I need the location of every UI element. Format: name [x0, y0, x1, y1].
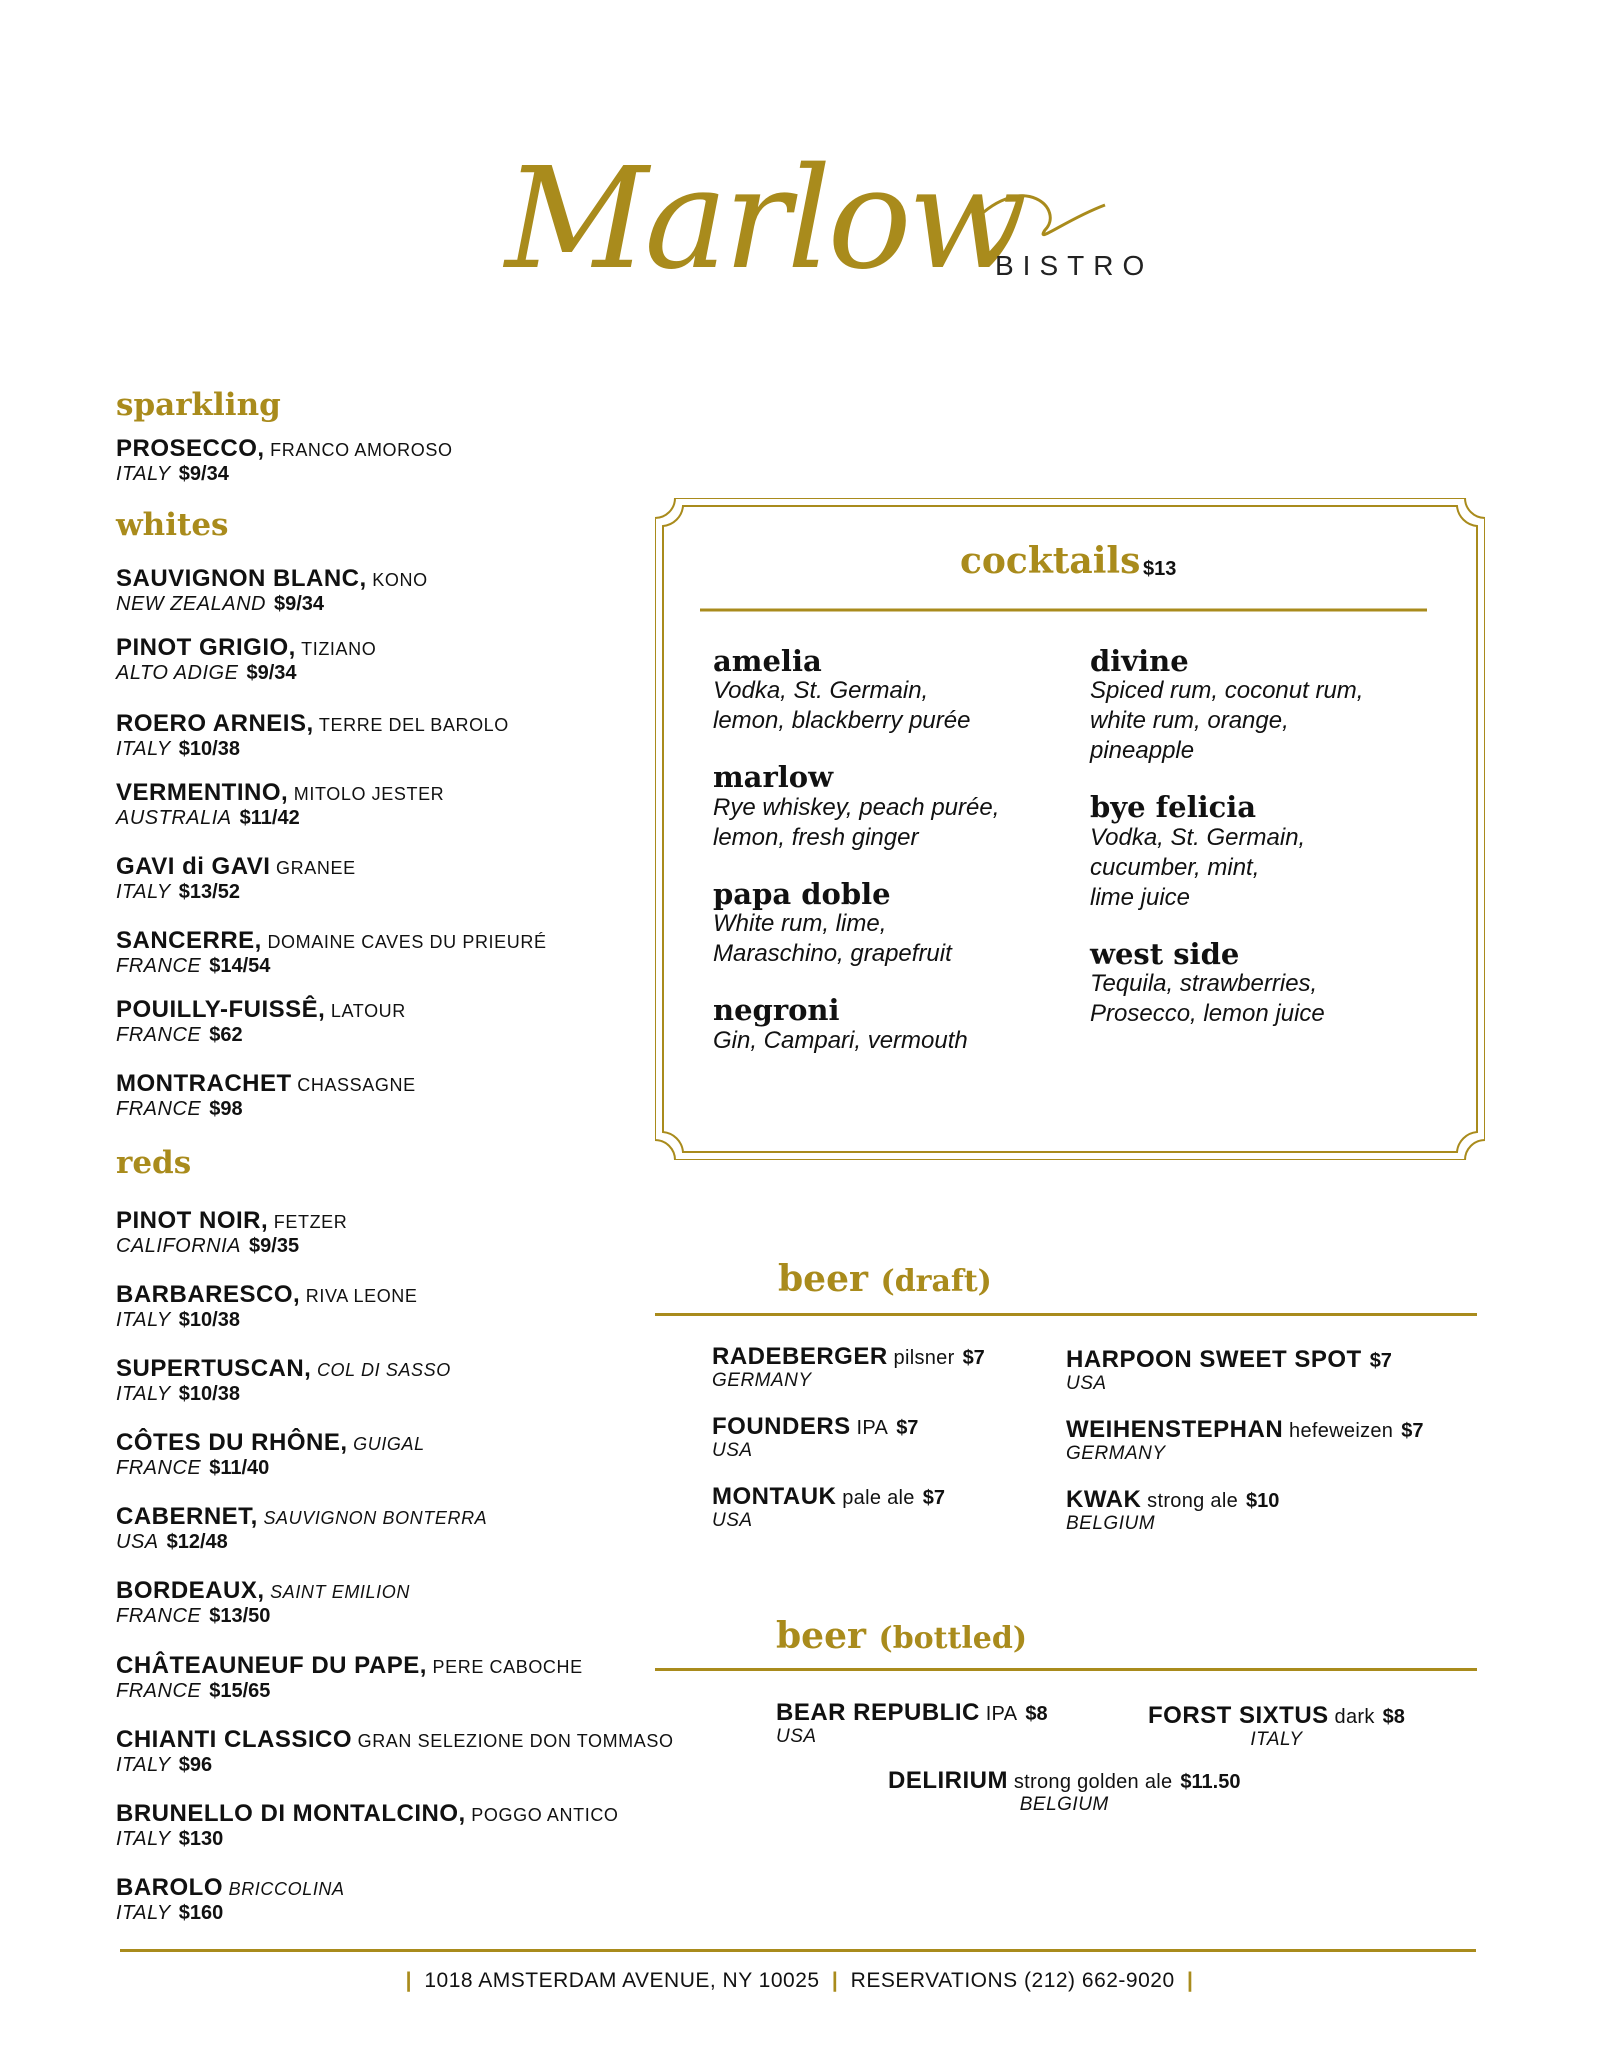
beer-item: [712, 1344, 985, 1393]
cocktail-name: amelia: [713, 644, 822, 678]
beer-price: $8: [1382, 1706, 1405, 1728]
wine-producer: POGGO ANTICO: [465, 1805, 619, 1825]
wine-price: $9/34: [178, 462, 229, 485]
wine-item: [116, 1874, 345, 1925]
wine-item: [116, 1652, 583, 1703]
beer-name-line: [888, 1768, 1240, 1794]
wine-name: ROERO ARNEIS,: [116, 710, 314, 737]
wine-item: [116, 435, 453, 486]
beer-name-line: [1148, 1703, 1405, 1729]
wine-producer: SAINT EMILION: [264, 1582, 410, 1602]
wine-item: [116, 1577, 410, 1628]
wine-price: $9/34: [246, 661, 297, 684]
wine-producer: TIZIANO: [295, 639, 377, 659]
wine-item: [116, 996, 406, 1047]
logo: [505, 138, 1205, 320]
wine-name: BAROLO: [116, 1874, 223, 1901]
wine-name-line: [116, 996, 406, 1024]
wine-name-line: [116, 927, 547, 955]
wine-region: ITALY: [116, 1753, 171, 1776]
wine-region: AUSTRALIA: [116, 806, 232, 829]
footer-address: 1018 AMSTERDAM AVENUE, NY 10025: [424, 1969, 820, 1992]
wine-name: CHIANTI CLASSICO: [116, 1726, 352, 1753]
cocktails-price: $13: [1143, 558, 1177, 580]
wine-name-line: [116, 1070, 416, 1098]
wine-name: POUILLY-FUISSÊ,: [116, 996, 326, 1023]
beer-name-line: [712, 1414, 918, 1440]
beer-bottled-subtitle: (bottled): [878, 1621, 1028, 1656]
wine-region: ITALY: [116, 1901, 171, 1924]
wine-name: CÔTES DU RHÔNE,: [116, 1429, 348, 1456]
beer-bottled-heading: [776, 1615, 1027, 1657]
wine-item: [116, 1726, 674, 1777]
beer-name-line: [1066, 1417, 1423, 1443]
wine-price: $96: [178, 1753, 213, 1776]
beer-item: [1148, 1703, 1405, 1752]
wine-name: SUPERTUSCAN,: [116, 1355, 312, 1382]
wine-price: $62: [209, 1023, 243, 1046]
wine-item: [116, 1070, 416, 1121]
wine-name: GAVI di GAVI: [116, 853, 271, 880]
wine-name: SAUVIGNON BLANC,: [116, 565, 367, 592]
cocktail-item: [713, 995, 1073, 1055]
wine-item: [116, 1207, 347, 1258]
wine-detail-line: [116, 955, 547, 978]
cocktail-description: Vodka, St. Germain,: [713, 677, 929, 705]
beer-style: pale ale: [836, 1487, 915, 1509]
cocktail-description: lime juice: [1090, 883, 1191, 911]
footer-separator: |: [405, 1969, 412, 1992]
beer-item: [1066, 1487, 1279, 1536]
wine-detail-line: [116, 1309, 418, 1332]
cocktail-description: Spiced rum, coconut rum,: [1090, 677, 1364, 705]
wine-producer: DOMAINE CAVES DU PRIEURÉ: [261, 932, 547, 952]
cocktail-item: [713, 876, 1073, 969]
beer-name: WEIHENSTEPHAN: [1066, 1416, 1284, 1443]
beer-item: [888, 1768, 1240, 1817]
wine-region: FRANCE: [116, 1097, 202, 1120]
beer-style: hefeweizen: [1283, 1420, 1394, 1442]
beer-style: strong golden ale: [1008, 1771, 1173, 1793]
wine-detail-line: [116, 1605, 410, 1628]
cocktail-description: lemon, blackberry purée: [713, 707, 971, 735]
wine-detail-line: [116, 807, 444, 830]
wine-price: $10/38: [178, 737, 240, 760]
beer-style: IPA: [979, 1703, 1018, 1725]
wine-name-line: [116, 710, 509, 738]
wine-detail-line: [116, 1235, 347, 1258]
beer-origin: BELGIUM: [1066, 1513, 1156, 1535]
wine-item: [116, 853, 356, 904]
beer-price: $8: [1025, 1703, 1048, 1725]
footer: [0, 1969, 1599, 1993]
wine-name: BARBARESCO,: [116, 1281, 301, 1308]
beer-price: $10: [1246, 1490, 1280, 1512]
wine-name: BRUNELLO DI MONTALCINO,: [116, 1800, 466, 1827]
wine-name-line: [116, 1800, 619, 1828]
beer-style: pilsner: [887, 1347, 955, 1369]
beer-name: KWAK: [1066, 1486, 1142, 1513]
wine-item: [116, 1355, 451, 1406]
beer-origin: USA: [712, 1510, 753, 1532]
wine-name-line: [116, 853, 356, 881]
beer-origin: USA: [1066, 1373, 1107, 1395]
wine-name: VERMENTINO,: [116, 779, 289, 806]
beer-origin: USA: [776, 1726, 817, 1748]
wine-region: FRANCE: [116, 1023, 202, 1046]
cocktails-left-column: [713, 646, 1073, 1082]
wine-region: USA: [116, 1530, 159, 1553]
beer-item: [1066, 1417, 1423, 1466]
wine-detail-line: [116, 1680, 583, 1703]
wine-name-line: [116, 1874, 345, 1902]
wine-region: NEW ZEALAND: [116, 592, 266, 615]
beer-origin: BELGIUM: [1019, 1794, 1109, 1816]
beer-style: strong ale: [1141, 1490, 1239, 1512]
wine-name-line: [116, 1503, 487, 1531]
wine-name-line: [116, 1577, 410, 1605]
wine-name: MONTRACHET: [116, 1070, 292, 1097]
wine-detail-line: [116, 1754, 674, 1777]
cocktail-description: cucumber, mint,: [1090, 853, 1260, 881]
beer-style: dark: [1328, 1706, 1375, 1728]
wine-item: [116, 927, 547, 978]
wine-producer: MITOLO JESTER: [288, 784, 445, 804]
beer-item: [712, 1484, 945, 1533]
wine-item: [116, 1429, 425, 1480]
wine-section-title: sparkling: [116, 387, 281, 423]
footer-separator: |: [1186, 1969, 1194, 1992]
footer-reservations: RESERVATIONS (212) 662-9020: [850, 1969, 1175, 1992]
wine-item: [116, 1281, 418, 1332]
beer-name: RADEBERGER: [712, 1343, 888, 1370]
wine-producer: COL DI SASSO: [311, 1360, 451, 1380]
wine-name: PINOT NOIR,: [116, 1207, 269, 1234]
wine-name-line: [116, 779, 444, 807]
wine-price: $10/38: [178, 1382, 240, 1405]
wine-name-line: [116, 1652, 583, 1680]
wine-region: FRANCE: [116, 1456, 202, 1479]
wine-detail-line: [116, 1828, 619, 1851]
cocktail-name: marlow: [713, 760, 834, 795]
beer-price: $11.50: [1180, 1771, 1241, 1793]
wine-price: $160: [178, 1901, 224, 1924]
beer-origin: USA: [712, 1440, 753, 1462]
cocktail-description: Gin, Campari, vermouth: [713, 1026, 968, 1054]
logo-subtitle: BISTRO: [995, 250, 1154, 281]
wine-item: [116, 779, 444, 830]
wine-producer: GUIGAL: [347, 1434, 425, 1454]
beer-price: $7: [962, 1347, 985, 1369]
wine-item: [116, 1800, 619, 1851]
wine-producer: RIVA LEONE: [300, 1286, 418, 1306]
wine-name-line: [116, 435, 453, 463]
wine-region: ALTO ADIGE: [116, 661, 239, 684]
beer-origin: GERMANY: [712, 1370, 812, 1392]
wine-region: FRANCE: [116, 1679, 202, 1702]
wine-detail-line: [116, 1531, 487, 1554]
beer-draft-title: beer: [778, 1258, 868, 1300]
wine-price: $14/54: [209, 954, 271, 977]
wine-price: $9/35: [249, 1234, 300, 1257]
wine-detail-line: [116, 662, 376, 685]
beer-item: [712, 1414, 918, 1463]
wine-name-line: [116, 1726, 674, 1754]
wine-item: [116, 710, 509, 761]
wine-region: ITALY: [116, 1827, 171, 1850]
beer-name-line: [712, 1344, 985, 1370]
wine-producer: BRICCOLINA: [223, 1879, 345, 1899]
beer-price: $7: [1401, 1420, 1424, 1442]
wine-price: $9/34: [273, 592, 325, 615]
wine-price: $11/40: [209, 1456, 270, 1479]
cocktail-item: [713, 646, 1073, 736]
wine-name-line: [116, 1355, 451, 1383]
cocktail-description: lemon, fresh ginger: [713, 823, 919, 851]
wine-detail-line: [116, 593, 428, 616]
wine-detail-line: [116, 738, 509, 761]
wine-section-title: reds: [116, 1145, 192, 1181]
beer-origin: GERMANY: [1066, 1443, 1166, 1465]
beer-style: IPA: [850, 1417, 889, 1439]
cocktail-item: [713, 762, 1073, 852]
wine-price: $11/42: [239, 806, 300, 829]
beer-name: FOUNDERS: [712, 1413, 851, 1440]
cocktails-title: cocktails: [960, 540, 1141, 582]
wine-producer: KONO: [366, 570, 428, 590]
beer-price: $7: [896, 1417, 919, 1439]
wine-name-line: [116, 1281, 418, 1309]
wine-detail-line: [116, 881, 356, 904]
wine-producer: TERRE DEL BAROLO: [313, 715, 509, 735]
wine-producer: FETZER: [268, 1212, 348, 1232]
cocktail-item: [1090, 936, 1450, 1029]
cocktail-description: white rum, orange,: [1090, 707, 1289, 735]
footer-separator: |: [831, 1969, 839, 1992]
wine-region: ITALY: [116, 880, 171, 903]
beer-price: $7: [922, 1487, 945, 1509]
wine-region: ITALY: [116, 1308, 171, 1331]
beer-origin: ITALY: [1250, 1729, 1303, 1751]
wine-name-line: [116, 565, 428, 593]
beer-draft-subtitle: (draft): [880, 1264, 992, 1299]
wine-region: ITALY: [116, 1382, 171, 1405]
beer-name: MONTAUK: [712, 1483, 837, 1510]
cocktails-box: [655, 498, 1485, 1160]
cocktail-description: Prosecco, lemon juice: [1090, 1000, 1325, 1028]
wine-region: FRANCE: [116, 954, 202, 977]
beer-name: HARPOON SWEET SPOT: [1066, 1346, 1362, 1373]
wine-price: $10/38: [178, 1308, 240, 1331]
wine-producer: SAUVIGNON BONTERRA: [257, 1508, 488, 1528]
cocktail-name: bye felicia: [1090, 790, 1257, 825]
cocktail-item: [1090, 646, 1450, 766]
wine-detail-line: [116, 1098, 416, 1121]
wine-producer: PERE CABOCHE: [426, 1657, 583, 1677]
wine-item: [116, 634, 376, 685]
wine-section-title: whites: [116, 507, 229, 543]
cocktail-description: Rye whiskey, peach purée,: [713, 793, 1000, 821]
wine-item: [116, 1503, 487, 1554]
cocktail-description: pineapple: [1090, 737, 1195, 765]
wine-name-line: [116, 634, 376, 662]
cocktail-description: White rum, lime,: [713, 910, 887, 938]
wine-detail-line: [116, 1024, 406, 1047]
wine-price: $130: [178, 1827, 224, 1850]
wine-price: $13/52: [178, 880, 240, 903]
wine-price: $12/48: [166, 1530, 228, 1553]
cocktail-description: Vodka, St. Germain,: [1090, 823, 1306, 851]
wine-region: ITALY: [116, 737, 171, 760]
wine-name: CABERNET,: [116, 1503, 258, 1530]
beer-name-line: [712, 1484, 945, 1510]
wine-detail-line: [116, 1383, 451, 1406]
beer-name-line: [1066, 1487, 1279, 1513]
wine-name: BORDEAUX,: [116, 1577, 265, 1604]
wine-price: $15/65: [209, 1679, 271, 1702]
wine-name: CHÂTEAUNEUF DU PAPE,: [116, 1652, 427, 1679]
wine-name: PINOT GRIGIO,: [116, 634, 296, 661]
wine-detail-line: [116, 1457, 425, 1480]
beer-item: [1066, 1347, 1392, 1396]
logo-script: Marlow: [505, 138, 1024, 301]
wine-item: [116, 565, 428, 616]
wine-name-line: [116, 1429, 425, 1457]
beer-name-line: [1066, 1347, 1392, 1373]
cocktails-right-column: [1090, 646, 1450, 1055]
beer-bottled-title: beer: [776, 1615, 866, 1657]
cocktail-name: divine: [1090, 644, 1189, 678]
cocktail-name: negroni: [713, 993, 840, 1028]
cocktail-name: papa doble: [713, 876, 891, 911]
beer-name: FORST SIXTUS: [1148, 1702, 1329, 1729]
cocktail-item: [1090, 792, 1450, 912]
wine-producer: GRANEE: [270, 858, 356, 878]
wine-producer: FRANCO AMOROSO: [264, 440, 453, 460]
beer-draft-rule: [655, 1313, 1477, 1316]
wine-producer: LATOUR: [325, 1001, 406, 1021]
wine-region: ITALY: [116, 462, 171, 485]
beer-price: $7: [1369, 1350, 1392, 1372]
cocktail-description: Tequila, strawberries,: [1090, 970, 1318, 998]
beer-item: [776, 1700, 1048, 1749]
cocktail-description: Maraschino, grapefruit: [713, 940, 952, 968]
wine-price: $98: [209, 1097, 243, 1120]
cocktail-name: west side: [1090, 936, 1240, 971]
wine-region: FRANCE: [116, 1604, 202, 1627]
beer-name: BEAR REPUBLIC: [776, 1699, 980, 1726]
wine-detail-line: [116, 463, 453, 486]
footer-rule: [120, 1949, 1476, 1952]
wine-name-line: [116, 1207, 347, 1235]
wine-producer: CHASSAGNE: [291, 1075, 416, 1095]
wine-name: PROSECCO,: [116, 435, 265, 462]
wine-name: SANCERRE,: [116, 927, 262, 954]
wine-region: CALIFORNIA: [116, 1234, 242, 1257]
beer-name-line: [776, 1700, 1048, 1726]
beer-name: DELIRIUM: [888, 1767, 1008, 1794]
wine-price: $13/50: [209, 1604, 271, 1627]
wine-detail-line: [116, 1902, 345, 1925]
beer-bottled-rule: [655, 1668, 1477, 1671]
wine-producer: GRAN SELEZIONE DON TOMMASO: [352, 1731, 674, 1751]
beer-draft-heading: [778, 1258, 992, 1300]
